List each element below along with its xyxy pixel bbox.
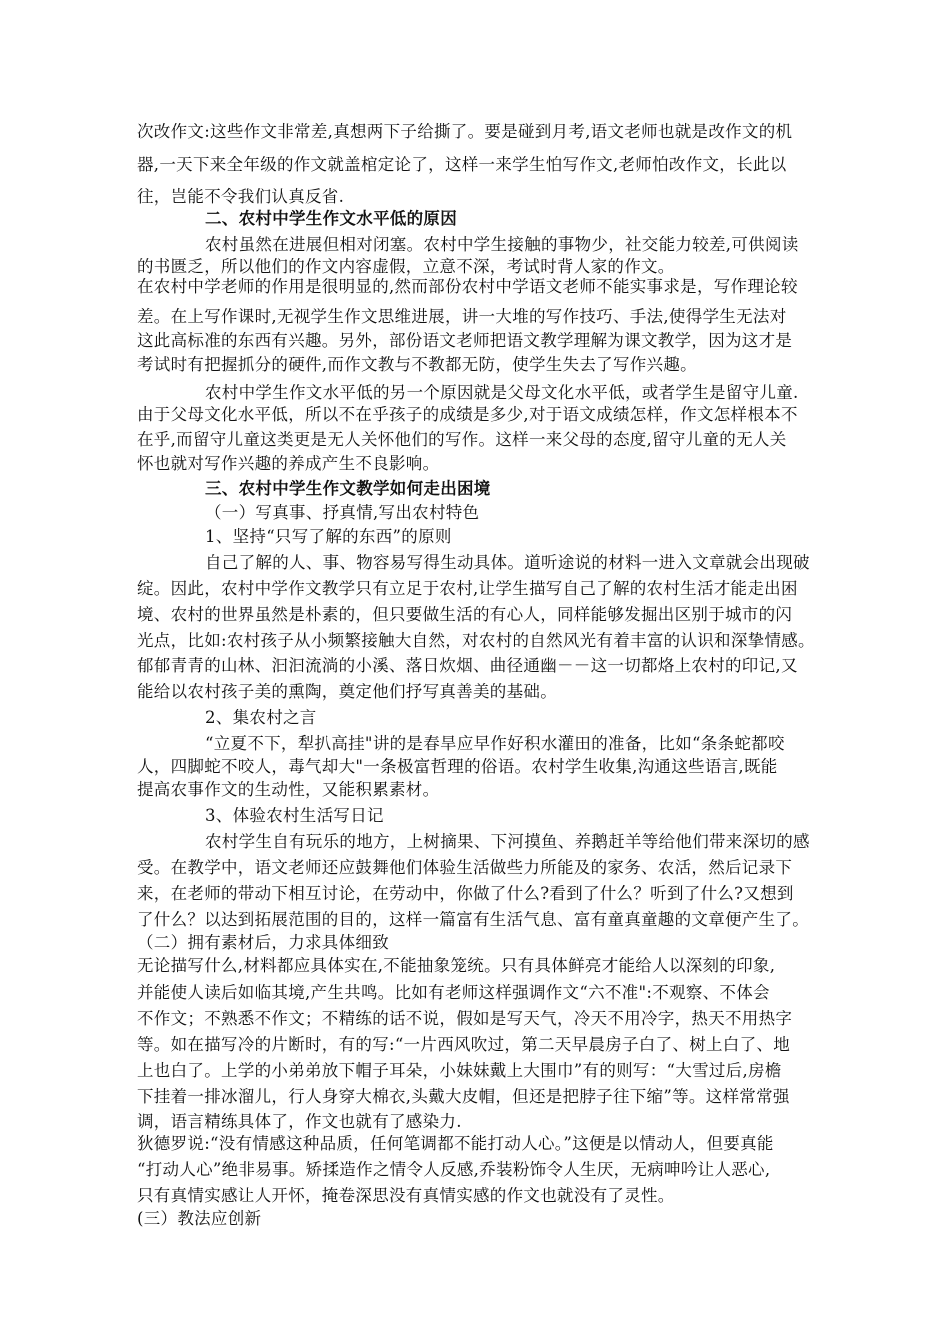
paragraph-line: 下挂着一排冰溜儿，行人身穿大棉衣,头戴大皮帽，但还是把脖子往下缩”等。这样常常强: [137, 1087, 790, 1106]
section-heading: 三、农村中学生作文教学如何走出困境: [205, 479, 491, 498]
subsection-heading: 1、坚持“只写了解的东西”的原则: [205, 527, 452, 546]
paragraph-line: 在乎,而留守儿童这类更是无人关怀他们的写作。这样一来父母的态度,留守儿童的无人关: [137, 430, 787, 449]
paragraph-line: 人，四脚蛇不咬人，毒气却大"一条极富哲理的俗语。农村学生收集,沟通这些语言,既能: [137, 757, 778, 776]
paragraph-line: 无论描写什么,材料都应具体实在,不能抽象笼统。只有具体鲜亮才能给人以深刻的印象,: [137, 956, 776, 975]
paragraph-line: 次改作文:这些作文非常差,真想两下子给撕了。要是碰到月考,语文老师也就是改作文的机: [137, 122, 793, 141]
paragraph-line: 由于父母文化水平低，所以不在乎孩子的成绩是多少,对于语文成绩怎样，作文怎样根本不: [137, 405, 798, 424]
paragraph-line: 郁郁青青的山林、汩汩流淌的小溪、落日炊烟、曲径通幽－－这一切都烙上农村的印记,又: [137, 656, 798, 675]
paragraph-line: 农村虽然在进展但相对闭塞。农村中学生接触的事物少，社交能力较差,可供阅读: [205, 235, 799, 254]
paragraph-line: “打动人心”绝非易事。矫揉造作之情令人反感,乔装粉饰令人生厌，无病呻吟让人恶心,: [137, 1160, 771, 1179]
paragraph-line: 自己了解的人、事、物容易写得生动具体。道听途说的材料一进入文章就会出现破: [205, 553, 810, 572]
paragraph-line: 上也白了。上学的小弟弟放下帽子耳朵，小妹妹戴上大围巾”有的则写：“大雪过后,房檐: [137, 1061, 782, 1080]
paragraph-line: 了什么？以达到拓展范围的目的，这样一篇富有生活气息、富有童真童趣的文章便产生了。: [137, 910, 809, 929]
paragraph-line: 光点，比如:农村孩子从小频繁接触大自然，对农村的自然风光有着丰富的认识和深挚情感。: [137, 631, 815, 650]
paragraph-line: 狄德罗说:“没有情感这种品质，任何笔调都不能打动人心。”这便是以情动人，但要真能: [137, 1134, 774, 1153]
paragraph-line: 绽。因此，农村中学作文教学只有立足于农村,让学生描写自己了解的农村生活才能走出困: [137, 579, 798, 598]
paragraph-line: 境、农村的世界虽然是朴素的，但只要做生活的有心人，同样能够发掘出区别于城市的闪: [137, 605, 793, 624]
paragraph-line: 等。如在描写冷的片断时，有的写:“一片西风吹过，第二天早晨房子白了、树上白了、地: [137, 1035, 790, 1054]
paragraph-line: 在农村中学老师的作用是很明显的,然而部份农村中学语文老师不能实事求是，写作理论较: [137, 277, 798, 296]
section-heading: 二、农村中学生作文水平低的原因: [205, 209, 457, 228]
paragraph-line: 能给以农村孩子美的熏陶，奠定他们抒写真善美的基础。: [137, 682, 557, 701]
paragraph-line: 不作文；不熟悉不作文；不精练的话不说，假如是写天气，冷天不用冷字，热天不用热字: [137, 1009, 793, 1028]
paragraph-line: 怀也就对写作兴趣的养成产生不良影响。: [137, 454, 440, 473]
subsection-heading: 3、体验农村生活写日记: [205, 806, 384, 825]
paragraph-line: 调，语言精练具体了，作文也就有了感染力.: [137, 1112, 462, 1131]
subsection-heading: 2、集农村之言: [205, 708, 317, 727]
subsection-heading: (三）教法应创新: [137, 1209, 262, 1228]
paragraph-line: 差。在上写作课时,无视学生作文思维进展，讲一大堆的写作技巧、手法,使得学生无法对: [137, 307, 787, 326]
paragraph-line: 并能使人读后如临其境,产生共鸣。比如有老师这样强调作文“六不准":不观察、不体会: [137, 983, 770, 1002]
paragraph-line: 农村学生自有玩乐的地方，上树摘果、下河摸鱼、养鹅赶羊等给他们带来深切的感: [205, 832, 810, 851]
paragraph-line: 考试时有把握抓分的硬件,而作文教与不教都无防，使学生失去了写作兴趣。: [137, 355, 697, 374]
subsection-heading: （一）写真事、抒真情,写出农村特色: [205, 503, 480, 522]
paragraph-line: 只有真情实感让人开怀，掩卷深思没有真情实感的作文也就没有了灵性。: [137, 1186, 675, 1205]
paragraph-line: 受。在教学中，语文老师还应鼓舞他们体验生活做些力所能及的家务、农活，然后记录下: [137, 858, 793, 877]
paragraph-line: 来，在老师的带动下相互讨论，在劳动中，你做了什么?看到了什么？听到了什么?又想到: [137, 884, 794, 903]
paragraph-line: 往，岂能不令我们认真反省.: [137, 187, 345, 206]
paragraph-line: 农村中学生作文水平低的另一个原因就是父母文化水平低，或者学生是留守儿童.: [205, 383, 799, 402]
paragraph-line: 的书匮乏，所以他们的作文内容虚假，立意不深，考试时背人家的作文。: [137, 257, 675, 276]
paragraph-line: 这此高标准的东西有兴趣。另外，部份语文老师把语文教学理解为课文教学，因为这才是: [137, 331, 793, 350]
subsection-heading: （二）拥有素材后，力求具体细致: [137, 933, 389, 952]
paragraph-line: 器,一天下来全年级的作文就盖棺定论了，这样一来学生怕写作文,老师怕改作文，长此以: [137, 155, 787, 174]
paragraph-line: 提高农事作文的生动性，又能积累素材。: [137, 780, 440, 799]
paragraph-line: “立夏不下，犁扒高挂"讲的是春旱应早作好积水灌田的准备，比如“条条蛇都咬: [205, 734, 785, 753]
